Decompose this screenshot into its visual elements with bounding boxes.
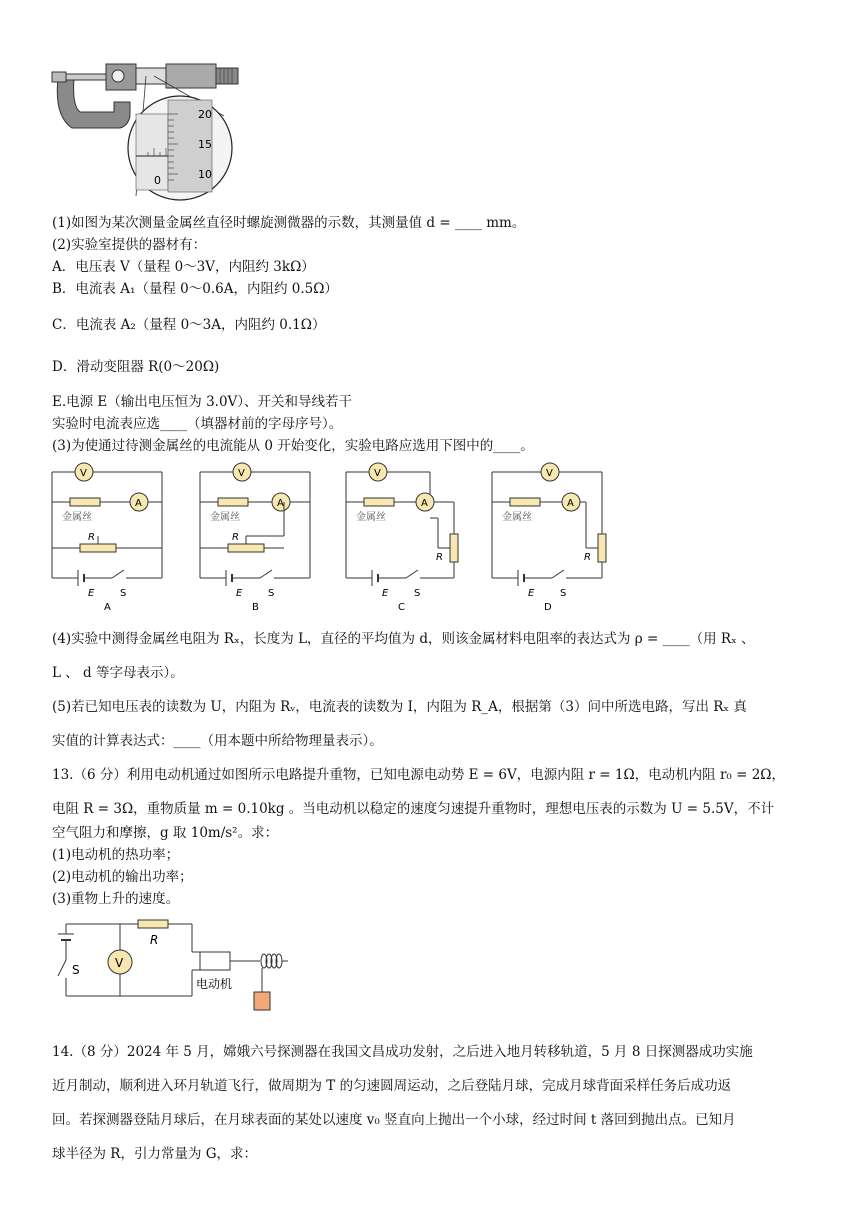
scale-label-0: 0 [154, 174, 161, 187]
q13-sub1: (1)电动机的热功率； [52, 847, 180, 863]
svg-text:A: A [421, 498, 428, 509]
q13-line1: 13.（6 分）利用电动机通过如图所示电路提升重物，已知电源电动势 E = 6V，电源内阻 r = 1Ω，电动机内阻 r₀ = 2Ω， [52, 767, 785, 783]
svg-text:A: A [135, 498, 142, 509]
q12-part4-line1: (4)实验中测得金属丝电阻为 Rₓ，长度为 L，直径的平均值为 d，则该金属材料电阻率的表达式为 ρ = ____（用 Rₓ 、 [52, 631, 755, 647]
svg-text:S: S [414, 588, 421, 599]
circuit-label-A: A [104, 602, 111, 613]
svg-text:V: V [115, 956, 124, 970]
circuit-diagrams [40, 458, 640, 618]
svg-text:S: S [560, 588, 567, 599]
svg-text:R: R [436, 552, 443, 563]
q12-part1: (1)如图为某次测量金属丝直径时螺旋测微器的示数，其测量值 d = ____ mm。 [52, 215, 526, 231]
circuit-D [492, 463, 606, 613]
q13-sub2: (2)电动机的输出功率； [52, 869, 193, 885]
svg-text:金属丝: 金属丝 [502, 512, 532, 523]
q14-line3: 回。若探测器登陆月球后，在月球表面的某处以速度 v₀ 竖直向上抛出一个小球，经过时间 t 落回到抛出点。已知月 [52, 1112, 736, 1128]
option-D: D．滑动变阻器 R(0～20Ω) [52, 359, 220, 375]
svg-text:R: R [232, 532, 239, 543]
scale-label-20: 20 [198, 108, 212, 121]
svg-text:S: S [268, 588, 275, 599]
svg-text:R: R [584, 552, 591, 563]
micrometer-figure [50, 56, 250, 206]
option-E: E.电源 E（输出电压恒为 3.0V）、开关和导线若干 [52, 394, 353, 410]
option-C: C．电流表 A₂（量程 0～3A，内阻约 0.1Ω） [52, 317, 326, 333]
q12-part3: (3)为使通过待测金属丝的电流能从 0 开始变化，实验电路应选用下图中的____。 [52, 438, 534, 454]
circuit-C [346, 463, 458, 613]
motor-circuit-figure [48, 912, 308, 1020]
q13-sub3: (3)重物上升的速度。 [52, 891, 180, 907]
circuit-label-D: D [544, 602, 552, 613]
circuit-label-C: C [398, 602, 405, 613]
svg-text:V: V [374, 468, 381, 479]
svg-text:E: E [528, 588, 535, 599]
circuit-B [200, 463, 310, 613]
svg-text:金属丝: 金属丝 [356, 512, 386, 523]
svg-text:S: S [72, 963, 80, 977]
svg-text:金属丝: 金属丝 [62, 512, 92, 523]
svg-text:A: A [567, 498, 574, 509]
scale-label-15: 15 [198, 138, 212, 151]
q12-part5-line1: (5)若已知电压表的读数为 U，内阻为 Rᵥ，电流表的读数为 I，内阻为 R_A，根据第（3）问中所选电路，写出 Rₓ 真 [52, 699, 747, 715]
q12-select: 实验时电流表应选____（填器材前的字母序号）。 [52, 416, 343, 432]
svg-text:金属丝: 金属丝 [210, 512, 240, 523]
svg-text:E: E [236, 588, 243, 599]
svg-text:V: V [238, 468, 245, 479]
svg-text:S: S [120, 588, 127, 599]
svg-text:E: E [382, 588, 389, 599]
svg-text:V: V [80, 468, 87, 479]
circuit-A [52, 463, 162, 613]
q14-line4: 球半径为 R，引力常量为 G，求： [52, 1146, 258, 1162]
option-B: B．电流表 A₁（量程 0～0.6A，内阻约 0.5Ω） [52, 281, 338, 297]
svg-text:E: E [88, 588, 95, 599]
q12-part4-line2: L 、 d 等字母表示）。 [52, 665, 184, 681]
scale-label-10: 10 [198, 168, 212, 181]
svg-text:R: R [88, 532, 95, 543]
q14-line2: 近月制动，顺利进入环月轨道飞行，做周期为 T 的匀速圆周运动，之后登陆月球，完成月球背面采样任务后成功返 [52, 1078, 732, 1094]
svg-text:A: A [277, 498, 284, 509]
q14-line1: 14.（8 分）2024 年 5 月，嫦娥六号探测器在我国文昌成功发射，之后进入地月转移轨道，5 月 8 日探测器成功实施 [52, 1044, 753, 1060]
option-A: A．电压表 V（量程 0～3V，内阻约 3kΩ） [52, 259, 315, 275]
q13-line2: 电阻 R = 3Ω，重物质量 m = 0.10kg 。当电动机以稳定的速度匀速提升重物时，理想电压表的示数为 U = 5.5V，不计 [52, 801, 775, 817]
q13-line3: 空气阻力和摩擦，g 取 10m/s²。求： [52, 825, 279, 841]
q12-part2: (2)实验室提供的器材有： [52, 237, 207, 253]
svg-text:R: R [150, 933, 159, 947]
circuit-label-B: B [252, 602, 259, 613]
q12-part5-line2: 实值的计算表达式：____（用本题中所给物理量表示）。 [52, 733, 383, 749]
svg-text:V: V [546, 468, 553, 479]
svg-text:电动机: 电动机 [196, 977, 233, 991]
